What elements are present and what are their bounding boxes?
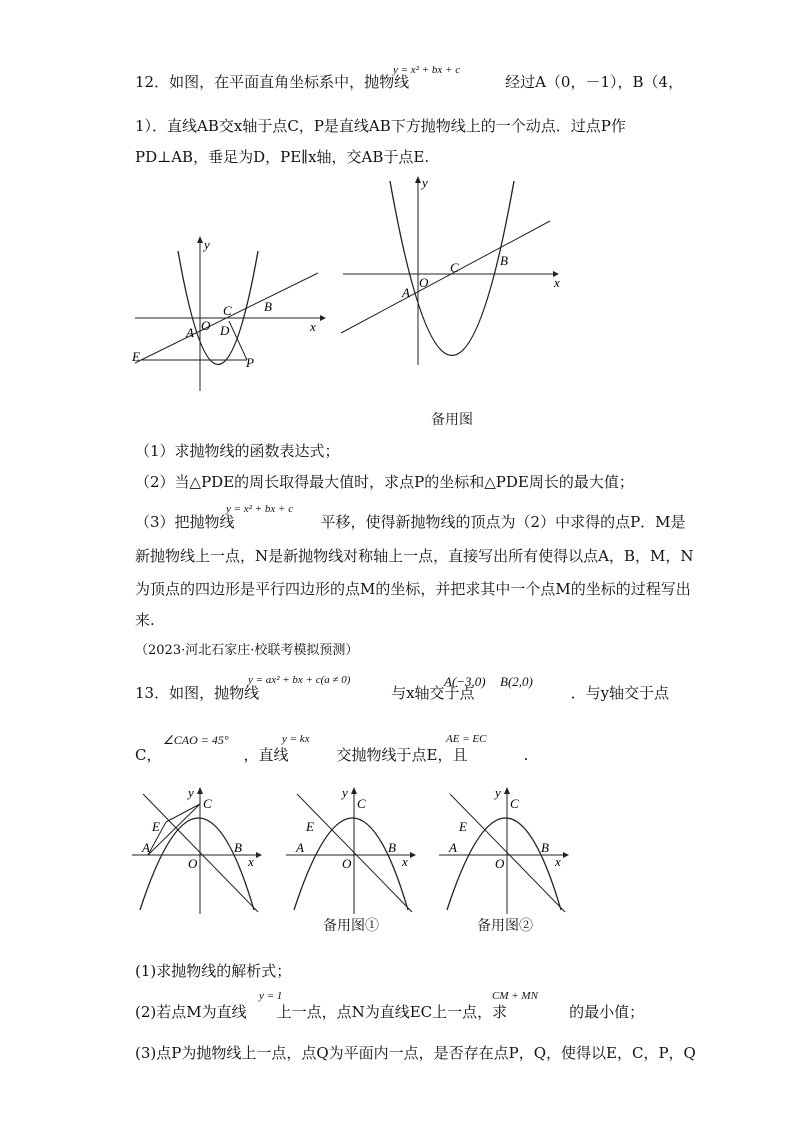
q12-part-3-line-4: 来. [135, 611, 155, 629]
q12-fig1-label-x: x [310, 319, 316, 334]
q13-fig1-label-C: C [203, 796, 212, 811]
q12-fig1-label-E: E [132, 349, 140, 364]
q12-figure-backup [338, 173, 568, 373]
q13-fig3-label-x: x [555, 854, 561, 869]
q12-part-2: （2）当△PDE的周长取得最大值时，求点P的坐标和△PDE周长的最大值； [135, 473, 634, 491]
q12-part-1: （1）求抛物线的函数表达式； [135, 442, 340, 460]
q12-line-1: 12．如图，在平面直角坐标系中，抛物线 经过A（0，－1），B（4， [135, 73, 684, 91]
q12-fig2-label-B: B [500, 253, 508, 268]
q13-fig1-label-B: B [234, 840, 242, 855]
q13-formula-B: B(2,0) [500, 674, 533, 689]
q13-fig1-label-y: y [188, 785, 194, 800]
q12-fig2-label-A: A [402, 285, 410, 300]
q13-fig3-label-y: y [495, 785, 501, 800]
q13-formula-A: A(−3,0) [444, 674, 486, 689]
q12-fig1-label-O: O [201, 318, 211, 333]
q13-caption-2: 备用图② [477, 918, 533, 934]
q13-fig2-label-B: B [388, 840, 396, 855]
q13-formula-AE-EC: AE = EC [446, 733, 487, 745]
q12-part-3-line-2: 新抛物线上一点，N是新抛物线对称轴上一点，直接写出所有使得以点A，B，M，N [135, 547, 694, 565]
q12-fig1-label-C: C [223, 303, 232, 318]
q13-caption-1: 备用图① [323, 918, 379, 934]
q13-fig3-label-E: E [459, 819, 467, 834]
q12-fig1-label-P: P [246, 355, 254, 370]
q13-part-2: (2)若点M为直线 上一点，点N为直线EC上一点，求 的最小值； [135, 1003, 645, 1021]
q12-part-3-line-1: （3）把抛物线 平移，使得新抛物线的顶点为（2）中求得的点P．M是 [135, 513, 686, 531]
q12-fig1-label-y: y [204, 237, 210, 252]
q13-part-1: (1)求抛物线的解析式； [135, 962, 292, 980]
q13-formula-y1: y = 1 [259, 990, 283, 1002]
q12-part-3-formula: y = x² + bx + c [226, 503, 294, 515]
q13-fig3-label-C: C [510, 796, 519, 811]
q13-figure-backup-2 [435, 784, 570, 919]
q13-figure-main [128, 784, 263, 919]
q13-fig1-label-A: A [142, 840, 150, 855]
q12-part-3-line-3: 为顶点的四边形是平行四边形的点M的坐标，并把求其中一个点M的坐标的过程写出 [135, 580, 691, 598]
q12-fig-caption: 备用图 [431, 412, 473, 428]
q13-fig1-label-x: x [248, 854, 254, 869]
q12-figure-main [130, 233, 330, 393]
q13-formula-CM-MN: CM + MN [492, 990, 538, 1002]
q13-fig2-label-O: O [342, 856, 352, 871]
q13-fig3-label-O: O [495, 856, 505, 871]
q12-fig2-label-y: y [422, 175, 428, 190]
q13-fig3-label-B: B [541, 840, 549, 855]
q13-part-3: (3)点P为抛物线上一点，点Q为平面内一点，是否存在点P，Q，使得以E，C，P，Q [135, 1044, 696, 1062]
q12-fig2-label-O: O [419, 275, 429, 290]
source-note: （2023·河北石家庄·校联考模拟预测） [135, 643, 359, 658]
q13-formula-angle: ∠CAO = 45° [163, 733, 229, 747]
q13-figure-backup-1 [282, 784, 417, 919]
q12-fig1-label-B: B [264, 299, 272, 314]
q13-line-1: 13．如图，抛物线 与x轴交于点 ．与y轴交于点 [135, 684, 670, 702]
q13-fig2-label-C: C [357, 796, 366, 811]
q12-fig1-label-A: A [186, 325, 194, 340]
q12-line-2: 1）．直线AB交x轴于点C，P是直线AB下方抛物线上的一个动点．过点P作 [135, 117, 626, 135]
q12-line-3: PD⊥AB，垂足为D，PE∥x轴，交AB于点E. [135, 148, 430, 166]
q13-line-2: C， ，直线 交抛物线于点E，且 . [135, 746, 529, 764]
q13-fig3-label-A: A [449, 840, 457, 855]
q13-fig2-label-A: A [296, 840, 304, 855]
q13-formula-parabola: y = ax² + bx + c(a ≠ 0) [248, 674, 351, 686]
q13-fig2-label-y: y [342, 785, 348, 800]
q13-fig1-label-E: E [152, 819, 160, 834]
q12-fig2-label-x: x [554, 275, 560, 290]
q13-fig1-label-O: O [188, 856, 198, 871]
q12-fig1-label-D: D [220, 323, 230, 338]
q13-fig2-label-x: x [402, 854, 408, 869]
q12-fig2-label-C: C [450, 260, 459, 275]
q13-fig2-label-E: E [306, 819, 314, 834]
q13-formula-line: y = kx [282, 733, 310, 745]
q12-formula: y = x² + bx + c [393, 64, 461, 76]
